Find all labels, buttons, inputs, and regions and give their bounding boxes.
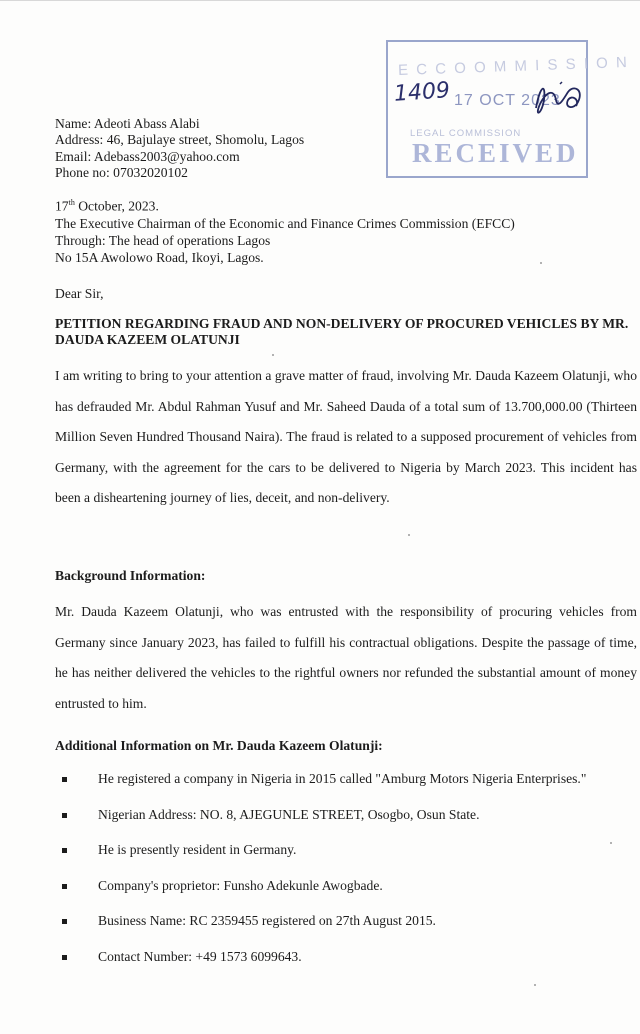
recipient-line-3: No 15A Awolowo Road, Ikoyi, Lagos. <box>55 250 264 266</box>
letter-date <box>55 194 515 215</box>
scan-speck <box>540 262 542 264</box>
letter-date-rest: October, 2023. <box>74 198 159 214</box>
letter-date-suffix: th <box>68 198 75 207</box>
sender-name: Name: Adeoti Abass Alabi <box>55 116 200 131</box>
signature-icon <box>530 78 586 122</box>
list-item: Business Name: RC 2359455 registered on 27th August 2015. <box>62 913 586 949</box>
stamp-faint-header: E C C O O M M I S S I O N <box>397 53 630 80</box>
additional-info-list <box>62 771 586 984</box>
stamp-received-text: RECEIVED <box>412 138 579 168</box>
letter-date-day: 17 <box>55 198 69 214</box>
scan-speck <box>534 984 536 986</box>
background-heading: Background Information: <box>55 568 206 583</box>
petition-heading: PETITION REGARDING FRAUD AND NON-DELIVERY OF PROCURED VEHICLES BY MR. DAUDA KAZEEM OLATUNJI <box>55 316 629 347</box>
salutation: Dear Sir, <box>55 286 104 301</box>
list-item: Company's proprietor: Funsho Adekunle Awogbade. <box>62 878 586 914</box>
list-item: Nigerian Address: NO. 8, AJEGUNLE STREET, Osogbo, Osun State. <box>62 807 586 843</box>
list-item: He is presently resident in Germany. <box>62 842 586 878</box>
received-stamp <box>386 40 630 178</box>
background-paragraph: Mr. Dauda Kazeem Olatunji, who was entrusted with the responsibility of procuring vehicles from Germany since January 2023, has failed to fulfill his contractual obligations. Despite the passage of time, he has neither delivered the vehicles to the rightful owners nor refunded the substantial amount of money entrusted to him. <box>55 604 637 711</box>
stamp-faint-subtext: LEGAL COMMISSION <box>410 128 522 139</box>
stamp-date: 17 OCT 2023 <box>454 92 561 109</box>
stamp-handwritten-number: 1409 <box>393 78 451 107</box>
sender-phone: Phone no: 07032020102 <box>55 165 188 181</box>
intro-paragraph: I am writing to bring to your attention a grave matter of fraud, involving Mr. Dauda Kazeem Olatunji, who has defrauded Mr. Abdul Rahman Yusuf and Mr. Saheed Dauda of a total sum of 13.700,000.00 (Thirteen Million Seven Hundred Thousand Naira). The fraud is related to a supposed procurement of vehicles from Germany, with the agreement for the cars to be delivered to Nigeria by March 2023. This incident has been a disheartening journey of lies, deceit, and non-delivery. <box>55 368 637 505</box>
scan-speck <box>610 842 612 844</box>
sender-email: Email: Adebass2003@yahoo.com <box>55 148 240 164</box>
sender-address: Address: 46, Bajulaye street, Shomolu, Lagos <box>55 132 305 148</box>
recipient-block <box>55 194 515 266</box>
sender-block <box>55 116 304 182</box>
scan-speck <box>272 354 274 356</box>
scan-edge-line <box>0 0 640 1</box>
recipient-line-2: Through: The head of operations Lagos <box>55 232 271 248</box>
list-item: He registered a company in Nigeria in 2015 called "Amburg Motors Nigeria Enterprises." <box>62 771 586 807</box>
scan-speck <box>408 534 410 536</box>
recipient-line-1: The Executive Chairman of the Economic and Finance Crimes Commission (EFCC) <box>55 215 515 231</box>
list-item: Contact Number: +49 1573 6099643. <box>62 949 586 985</box>
additional-heading: Additional Information on Mr. Dauda Kazeem Olatunji: <box>55 738 383 753</box>
